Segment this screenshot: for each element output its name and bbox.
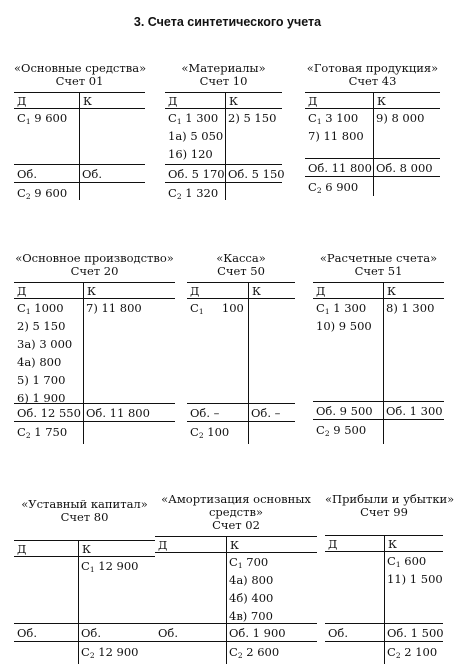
t-account-divider — [373, 92, 374, 196]
debit-entry — [168, 147, 213, 161]
account-number: Счет 43 — [348, 74, 397, 88]
debit-turnover: Об. 11 800 — [308, 161, 372, 175]
entry-text: С — [308, 111, 317, 125]
entry-subscript: 2 — [198, 431, 204, 440]
debit-turnover: Об. — [158, 626, 179, 640]
debit-entry — [17, 337, 72, 351]
entry-subscript: 2 — [89, 651, 95, 660]
account-name: «Основное производство» — [15, 251, 174, 265]
entry-text: 4а) 800 — [17, 355, 62, 369]
entry-text: 4а) 800 — [229, 573, 274, 587]
entry-value: 9 500 — [329, 423, 367, 437]
credit-turnover: Об. – — [251, 406, 281, 420]
debit-entry — [316, 319, 372, 333]
entry-subscript: 1 — [198, 307, 204, 316]
entry-text: 4в) 700 — [229, 609, 273, 623]
account-name: «Материалы» — [181, 61, 266, 75]
entry-text: 16) 120 — [168, 147, 213, 161]
debit-turnover: Об. 5 170 — [168, 167, 225, 181]
t-account-top-line — [14, 540, 155, 541]
t-account-divider — [248, 282, 249, 444]
entry-text: С — [387, 554, 396, 568]
debit-label: Д — [316, 284, 326, 298]
entry-value: 3 100 — [321, 111, 359, 125]
credit-turnover: Об. 1 300 — [386, 404, 443, 418]
t-account-top-line — [165, 92, 282, 93]
t-account-top-line — [14, 282, 175, 283]
entry-text: 11) 1 500 — [387, 572, 443, 586]
entry-text: 3а) 3 000 — [17, 337, 73, 351]
entry-text: С — [229, 555, 238, 569]
turnover-line — [14, 623, 155, 624]
credit-label: К — [82, 542, 91, 556]
debit-entry — [17, 373, 65, 387]
account-43 — [305, 61, 440, 195]
entry-text: 7) 11 800 — [308, 129, 364, 143]
entry-subscript: 2 — [395, 651, 401, 660]
entry-text: 4б) 400 — [229, 591, 274, 605]
entry-subscript: 1 — [25, 117, 31, 126]
entry-value: 100 — [203, 425, 230, 439]
credit-turnover: Об. 1 500 — [387, 626, 444, 640]
entry-value: 1 300 — [181, 111, 219, 125]
credit-label: К — [229, 94, 238, 108]
debit-label: Д — [308, 94, 318, 108]
credit-turnover: Об. 1 900 — [229, 626, 286, 640]
t-account-header-line — [14, 298, 175, 299]
entry-value: 1000 — [30, 301, 64, 315]
t-account-header-line — [14, 556, 155, 557]
credit-label: К — [87, 284, 96, 298]
account-80 — [14, 497, 155, 660]
credit-turnover: Об. — [82, 167, 103, 181]
credit-entry — [228, 111, 276, 125]
entry-text: 5) 1 700 — [17, 373, 66, 387]
account-20 — [14, 251, 175, 440]
account-name-continued: средств» — [208, 505, 263, 519]
entry-text: С — [308, 180, 317, 194]
account-02 — [155, 492, 317, 660]
credit-entry — [229, 591, 273, 605]
t-account-header-line — [313, 298, 444, 299]
account-number: Счет 50 — [217, 264, 265, 278]
credit-entry — [386, 301, 434, 315]
account-50 — [187, 251, 295, 440]
credit-entry — [86, 301, 142, 315]
entry-subscript: 1 — [176, 117, 182, 126]
entry-text: С — [190, 301, 199, 315]
credit-turnover: Об. — [81, 626, 102, 640]
entry-text: 2) 5 150 — [17, 319, 66, 333]
turnover-line-double — [155, 641, 317, 642]
debit-label: Д — [17, 284, 27, 298]
debit-label: Д — [168, 94, 178, 108]
entry-text: С — [17, 301, 26, 315]
entry-text: 1а) 5 050 — [168, 129, 224, 143]
debit-entry — [17, 355, 61, 369]
t-account-divider — [383, 282, 384, 444]
entry-value: 12 900 — [94, 559, 139, 573]
t-account-divider — [78, 540, 79, 664]
entry-text: 10) 9 500 — [316, 319, 372, 333]
account-99 — [325, 492, 455, 660]
closing-balance — [168, 186, 218, 204]
account-number: Счет 20 — [70, 264, 119, 278]
t-account-top-line — [313, 282, 444, 283]
account-number: Счет 01 — [55, 74, 104, 88]
debit-turnover: Об. – — [190, 406, 220, 420]
t-account-top-line — [187, 282, 295, 283]
credit-turnover: Об. 11 800 — [86, 406, 150, 420]
credit-entry — [81, 559, 139, 577]
t-account-top-line — [155, 536, 317, 537]
account-10 — [165, 61, 285, 201]
debit-entry — [17, 301, 64, 319]
account-name: «Прибыли и убытки» — [325, 492, 455, 506]
entry-value: 100 — [203, 301, 244, 315]
entry-text: С — [190, 425, 199, 439]
account-number: Счет 02 — [212, 518, 260, 532]
entry-value: 2 100 — [400, 645, 438, 659]
closing-balance — [190, 425, 229, 443]
credit-label: К — [83, 94, 92, 108]
page-title: 3. Счета синтетического учета — [133, 15, 322, 29]
credit-label: К — [388, 537, 397, 551]
credit-label: К — [387, 284, 396, 298]
account-name: «Расчетные счета» — [319, 251, 438, 265]
closing-balance — [81, 645, 139, 663]
debit-turnover: Об. — [17, 626, 38, 640]
entry-value: 700 — [242, 555, 269, 569]
t-account-divider — [226, 536, 227, 664]
entry-text: С — [316, 423, 325, 437]
credit-entry — [229, 555, 268, 573]
t-account-divider — [83, 282, 84, 444]
entry-value: 9 600 — [30, 186, 68, 200]
debit-turnover: Об. 12 550 — [17, 406, 81, 420]
turnover-line-double — [187, 421, 295, 422]
entry-subscript: 1 — [324, 307, 330, 316]
turnover-line — [313, 401, 444, 402]
entry-value: 1 300 — [329, 301, 367, 315]
turnover-line-double — [165, 182, 282, 183]
account-name: «Уставный капитал» — [21, 497, 148, 511]
account-number: Счет 51 — [354, 264, 403, 278]
entry-subscript: 2 — [324, 429, 330, 438]
entry-value: 2 600 — [242, 645, 280, 659]
debit-label: Д — [17, 94, 27, 108]
entry-text: С — [168, 186, 177, 200]
entry-text: С — [168, 111, 177, 125]
account-number: Счет 80 — [60, 510, 109, 524]
closing-balance — [229, 645, 279, 663]
entry-subscript: 1 — [89, 565, 95, 574]
entry-text: С — [387, 645, 396, 659]
t-account-divider — [225, 92, 226, 200]
turnover-line — [165, 164, 282, 165]
entry-subscript: 1 — [25, 307, 31, 316]
debit-label: Д — [190, 284, 200, 298]
entry-text: 2) 5 150 — [228, 111, 277, 125]
t-account-divider — [384, 535, 385, 664]
entry-subscript: 1 — [316, 117, 322, 126]
account-number: Счет 99 — [360, 505, 408, 519]
entry-text: 9) 8 000 — [376, 111, 425, 125]
account-name: «Амортизация основных — [161, 492, 311, 506]
turnover-line-double — [14, 421, 175, 422]
entry-value: 600 — [400, 554, 427, 568]
debit-turnover: Об. 9 500 — [316, 404, 373, 418]
turnover-line-double — [313, 419, 444, 420]
entry-subscript: 2 — [316, 186, 322, 195]
credit-label: К — [252, 284, 261, 298]
debit-entry — [168, 129, 223, 143]
closing-balance — [17, 425, 67, 443]
entry-subscript: 1 — [395, 560, 401, 569]
entry-value: 6 900 — [321, 180, 359, 194]
credit-turnover: Об. 5 150 — [228, 167, 285, 181]
entry-text: С — [17, 186, 26, 200]
debit-entry — [17, 319, 65, 333]
entry-subscript: 1 — [237, 561, 243, 570]
debit-entry — [190, 301, 244, 319]
t-account-header-line — [155, 552, 317, 553]
entry-text: С — [229, 645, 238, 659]
debit-label: Д — [158, 538, 168, 552]
account-name: «Готовая продукция» — [306, 61, 439, 75]
t-account-header-line — [187, 298, 295, 299]
entry-text: 8) 1 300 — [386, 301, 435, 315]
closing-balance — [387, 645, 437, 663]
credit-label: К — [230, 538, 239, 552]
debit-entry — [168, 111, 218, 129]
entry-subscript: 2 — [237, 651, 243, 660]
entry-text: 7) 11 800 — [86, 301, 142, 315]
entry-value: 1 320 — [181, 186, 219, 200]
entry-subscript: 2 — [25, 192, 31, 201]
entry-text: С — [81, 559, 90, 573]
credit-entry — [376, 111, 424, 125]
account-51 — [313, 251, 444, 438]
turnover-line — [187, 403, 295, 404]
turnover-line-double — [14, 641, 155, 642]
closing-balance — [17, 186, 67, 204]
turnover-line — [155, 623, 317, 624]
credit-entry — [229, 609, 273, 623]
debit-label: Д — [17, 542, 27, 556]
entry-subscript: 2 — [25, 431, 31, 440]
credit-entry — [229, 573, 273, 587]
account-01 — [14, 61, 147, 201]
t-account-divider — [79, 92, 80, 200]
credit-entry — [387, 572, 443, 586]
account-name: «Касса» — [216, 251, 266, 265]
debit-label: Д — [328, 537, 338, 551]
debit-entry — [308, 129, 364, 143]
debit-entry — [17, 111, 67, 129]
closing-balance — [316, 423, 366, 441]
credit-turnover: Об. 8 000 — [376, 161, 433, 175]
entry-value: 9 600 — [30, 111, 68, 125]
debit-turnover: Об. — [17, 167, 38, 181]
debit-entry — [308, 111, 358, 129]
debit-turnover: Об. — [328, 626, 349, 640]
entry-text: С — [17, 425, 26, 439]
credit-label: К — [377, 94, 386, 108]
entry-subscript: 2 — [176, 192, 182, 201]
entry-text: С — [17, 111, 26, 125]
account-number: Счет 10 — [199, 74, 248, 88]
debit-entry — [17, 391, 65, 405]
credit-entry — [387, 554, 426, 572]
entry-text: С — [81, 645, 90, 659]
entry-value: 1 750 — [30, 425, 68, 439]
entry-value: 12 900 — [94, 645, 139, 659]
debit-entry — [316, 301, 366, 319]
entry-text: 6) 1 900 — [17, 391, 66, 405]
closing-balance — [308, 180, 358, 198]
entry-text: С — [316, 301, 325, 315]
t-account-header-line — [165, 108, 282, 109]
account-name: «Основные средства» — [14, 61, 147, 75]
